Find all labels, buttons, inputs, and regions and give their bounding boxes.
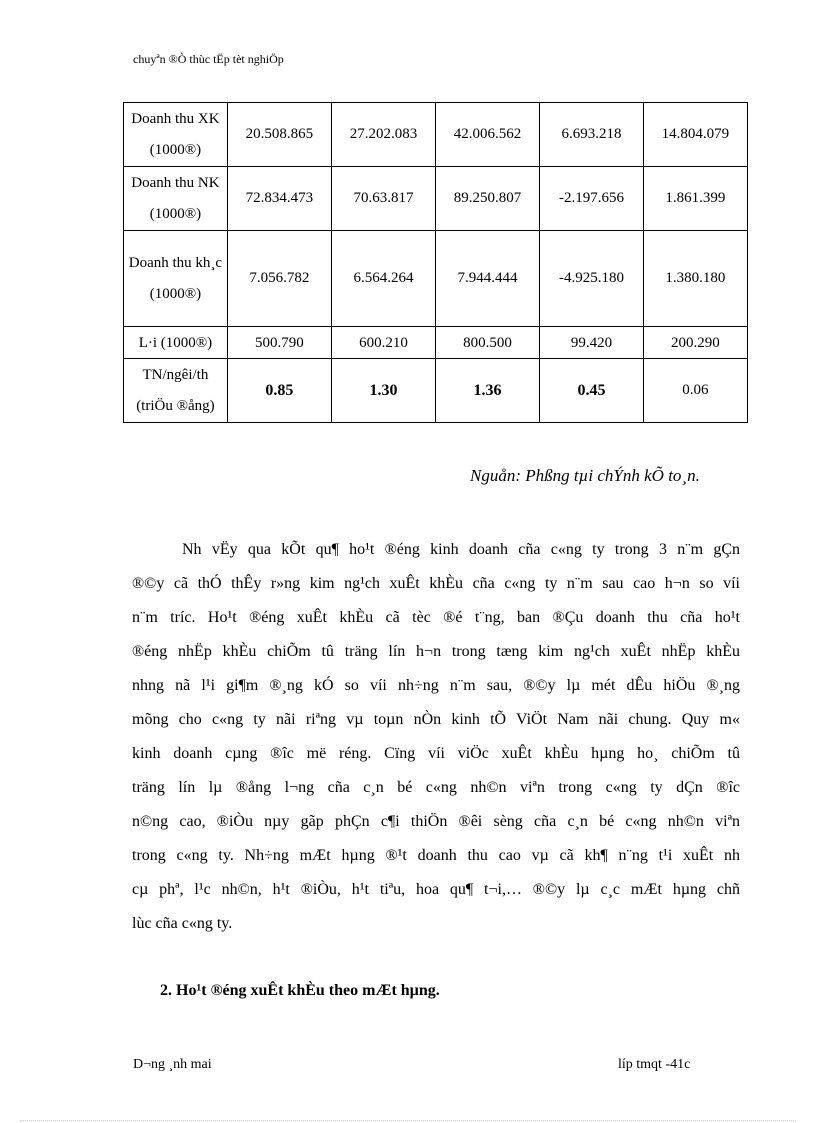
paragraph-line: cµ phª, l¹c nh©n, h¹t ®iÒu, h¹t tiªu, hoa qu¶ t¬i,… ®©y lµ c¸c mÆt hµng chñ xyxy=(132,881,740,898)
table-cell: 89.250.807 xyxy=(436,167,540,231)
table-cell: 27.202.083 xyxy=(331,103,435,167)
footer-class: líp tmqt -41c xyxy=(618,1057,691,1072)
table-cell: 1.861.399 xyxy=(643,167,747,231)
paragraph-line: kinh doanh cµng ®îc më réng. Cïng víi viÖc xuÊt khÈu hµng ho¸ chiÕm tû xyxy=(132,745,740,762)
paragraph-line: mõng cho c«ng ty nãi riªng vµ toµn nÒn kinh tÕ ViÖt Nam nãi chung. Quy m« xyxy=(132,711,740,728)
paragraph-line: n¨m tríc. Ho¹t ®éng xuÊt khÈu cã tèc ®é t¨ng, ban ®Çu doanh thu cña ho¹t xyxy=(132,609,740,626)
table-cell: 7.056.782 xyxy=(227,231,331,327)
table-cell: 1.380.180 xyxy=(643,231,747,327)
table-row xyxy=(124,103,748,167)
footer-author: D¬ng ¸nh mai xyxy=(133,1057,212,1072)
data-table xyxy=(123,102,748,423)
row-label: TN/ngêi/th (triÖu ®ång) xyxy=(124,359,228,423)
table-cell: 0.85 xyxy=(227,359,331,423)
table-cell: 200.290 xyxy=(643,327,747,359)
paragraph-line: lùc cña c«ng ty. xyxy=(132,915,233,932)
table-cell: 500.790 xyxy=(227,327,331,359)
table-row xyxy=(124,359,748,423)
body-paragraph xyxy=(132,533,740,941)
table-cell: 6.693.218 xyxy=(540,103,644,167)
paragraph-line: Nh vËy qua kÕt qu¶ ho¹t ®éng kinh doanh cña c«ng ty trong 3 n¨m gÇn xyxy=(182,541,740,558)
section-heading: 2. Ho¹t ®éng xuÊt khÈu theo mÆt hµng. xyxy=(160,982,440,999)
table-cell: 1.30 xyxy=(331,359,435,423)
paragraph-line: ®éng nhËp khÈu chiÕm tû träng lín h¬n trong tæng kim ng¹ch xuÊt nhËp khÈu xyxy=(132,643,740,660)
table-cell: 6.564.264 xyxy=(331,231,435,327)
table-cell: 20.508.865 xyxy=(227,103,331,167)
table-row xyxy=(124,167,748,231)
paragraph-line: träng lín lµ ®ång l¬ng cña c¸n bé c«ng nh©n viªn trong c«ng ty dÇn ®îc xyxy=(132,779,740,796)
table-cell: 0.45 xyxy=(540,359,644,423)
table-row xyxy=(124,327,748,359)
table-cell: 7.944.444 xyxy=(436,231,540,327)
table-cell: 1.36 xyxy=(436,359,540,423)
paragraph-line: n©ng cao, ®iÒu nµy gãp phÇn c¶i thiÖn ®êi sèng cña c¸n bé c«ng nh©n viªn xyxy=(132,813,740,830)
table-cell: 800.500 xyxy=(436,327,540,359)
row-label: Doanh thu kh¸c (1000®) xyxy=(124,231,228,327)
table-cell: -2.197.656 xyxy=(540,167,644,231)
table-row xyxy=(124,231,748,327)
table-cell: -4.925.180 xyxy=(540,231,644,327)
row-label: L·i (1000®) xyxy=(124,327,228,359)
table-cell: 14.804.079 xyxy=(643,103,747,167)
table-cell: 0.06 xyxy=(643,359,747,423)
page-divider xyxy=(20,1120,796,1121)
table-cell: 99.420 xyxy=(540,327,644,359)
row-label: Doanh thu XK (1000®) xyxy=(124,103,228,167)
paragraph-line: ®©y cã thÓ thÊy r»ng kim ng¹ch xuÊt khÈu cña c«ng ty n¨m sau cao h¬n so víi xyxy=(132,575,740,592)
paragraph-line: trong c«ng ty. Nh÷ng mÆt hµng ®¹t doanh thu cao vµ cã kh¶ n¨ng t¹i xuÊt nh xyxy=(132,847,740,864)
page-header: chuyªn ®Ò thùc tËp tèt nghiÖp xyxy=(133,52,284,66)
row-label: Doanh thu NK (1000®) xyxy=(124,167,228,231)
paragraph-line: nhng nã l¹i gi¶m ®¸ng kÓ so víi nh÷ng n¨m sau, ®©y lµ mét dÊu hiÖu ®¸ng xyxy=(132,677,740,694)
table-cell: 70.63.817 xyxy=(331,167,435,231)
table-cell: 42.006.562 xyxy=(436,103,540,167)
table-cell: 72.834.473 xyxy=(227,167,331,231)
source-note: Nguån: Phßng tµi chÝnh kÕ to¸n. xyxy=(470,466,700,485)
table-cell: 600.210 xyxy=(331,327,435,359)
